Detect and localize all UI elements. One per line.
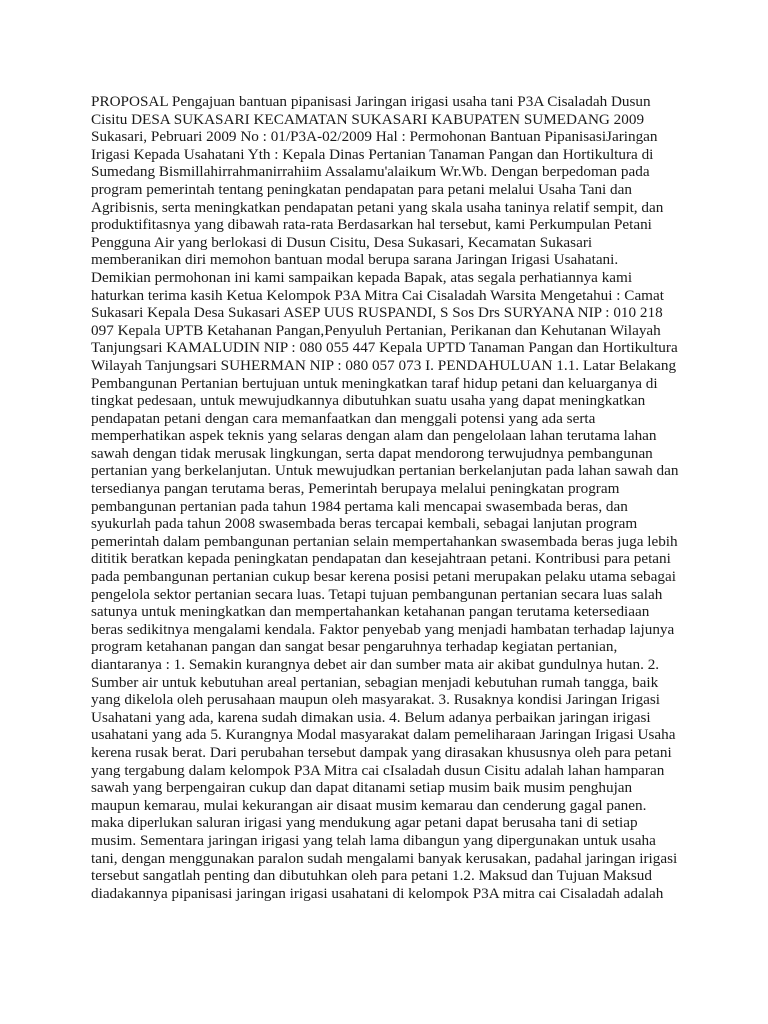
document-body-text: PROPOSAL Pengajuan bantuan pipanisasi Jaringan irigasi usaha tani P3A Cisaladah Dusun Cisitu DESA SUKASARI KECAMATAN SUKASARI KABUPATEN SUMEDANG 2009 Sukasari, Pebruari 2009 No : 01/P3A-02/2009 Hal : Permohonan Bantuan PipanisasiJaringan Irigasi Kepada Usahatani Yth : Kepala Dinas Pertanian Tanaman Pangan dan Hortikultura di Sumedang Bismillahirrahmanirrahiim Assalamu'alaikum Wr.Wb. Dengan berpedoman pada program pemerintah tentang peningkatan pendapatan para petani melalui Usaha Tani dan Agribisnis, serta meningkatkan pendapatan petani yang skala usaha taninya relatif sempit, dan produktifitasnya yang dibawah rata-rata Berdasarkan hal tersebut, kami Perkumpulan Petani Pengguna Air yang berlokasi di Dusun Cisitu, Desa Sukasari, Kecamatan Sukasari memberanikan diri memohon bantuan modal berupa sarana Jaringan Irigasi Usahatani. Demikian permohonan ini kami sampaikan kepada Bapak, atas segala perhatiannya kami haturkan terima kasih Ketua Kelompok P3A Mitra Cai Cisaladah Warsita Mengetahui : Camat Sukasari Kepala Desa Sukasari ASEP UUS RUSPANDI, S Sos Drs SURYANA NIP : 010 218 097 Kepala UPTB Ketahanan Pangan,Penyuluh Pertanian, Perikanan dan Kehutanan Wilayah Tanjungsari KAMALUDIN NIP : 080 055 447 Kepala UPTD Tanaman Pangan dan Hortikultura Wilayah Tanjungsari SUHERMAN NIP : 080 057 073 I. PENDAHULUAN 1.1. Latar Belakang Pembangunan Pertanian bertujuan untuk meningkatkan taraf hidup petani dan keluarganya di tingkat pedesaan, untuk mewujudkannya dibutuhkan suatu usaha yang dapat meningkatkan pendapatan petani dengan cara memanfaatkan dan menggali potensi yang ada serta memperhatikan aspek teknis yang selaras dengan alam dan pengelolaan lahan terutama lahan sawah dengan tidak merusak lingkungan, serta dapat mendorong terwujudnya pembangunan pertanian yang berkelanjutan. Untuk mewujudkan pertanian berkelanjutan pada lahan sawah dan tersedianya pangan terutama beras, Pemerintah berupaya melalui peningkatan program pembangunan pertanian pada tahun 1984 pertama kali mencapai swasembada beras, dan syukurlah pada tahun 2008 swasembada beras tercapai kembali, sebagai lanjutan program pemerintah dalam pembangunan pertanian selain mempertahankan swasembada beras juga lebih dititik beratkan kepada peningkatan pendapatan dan kesejahtraan petani. Kontribusi para petani pada pembangunan pertanian cukup besar kerena posisi petani merupakan pelaku utama sebagai pengelola sektor pertanian secara luas. Tetapi tujuan pembangunan pertanian secara luas salah satunya untuk meningkatkan dan mempertahankan ketahanan pangan terutama ketersediaan beras sedikitnya mengalami kendala. Faktor penyebab yang menjadi hambatan terhadap lajunya program ketahanan pangan dan sangat besar pengaruhnya terhadap kegiatan pertanian, diantaranya : 1. Semakin kurangnya debet air dan sumber mata air akibat gundulnya hutan. 2. Sumber air untuk kebutuhan areal pertanian, sebagian menjadi kebutuhan rumah tangga, baik yang dikelola oleh perusahaan maupun oleh masyarakat. 3. Rusaknya kondisi Jaringan Irigasi Usahatani yang ada, karena sudah dimakan usia. 4. Belum adanya perbaikan jaringan irigasi usahatani yang ada 5. Kurangnya Modal masyarakat dalam pemeliharaan Jaringan Irigasi Usaha kerena rusak berat. Dari perubahan tersebut dampak yang dirasakan khususnya oleh para petani yang tergabung dalam kelompok P3A Mitra cai cIsaladah dusun Cisitu adalah lahan hamparan sawah yang berpengairan cukup dan dapat ditanami setiap musim baik musim penghujan maupun kemarau, mulai kekurangan air disaat musim kemarau dan cenderung gagal panen. maka diperlukan saluran irigasi yang mendukung agar petani dapat berusaha tani di setiap musim. Sementara jaringan irigasi yang telah lama dibangun yang dipergunakan untuk usaha tani, dengan menggunakan paralon sudah mengalami banyak kerusakan, padahal jaringan irigasi tersebut sangatlah penting dan dibutuhkan oleh para petani 1.2. Maksud dan Tujuan Maksud diadakannya pipanisasi jaringan irigasi usahatani di kelompok P3A mitra cai Cisaladah adalah	[91, 93, 679, 902]
